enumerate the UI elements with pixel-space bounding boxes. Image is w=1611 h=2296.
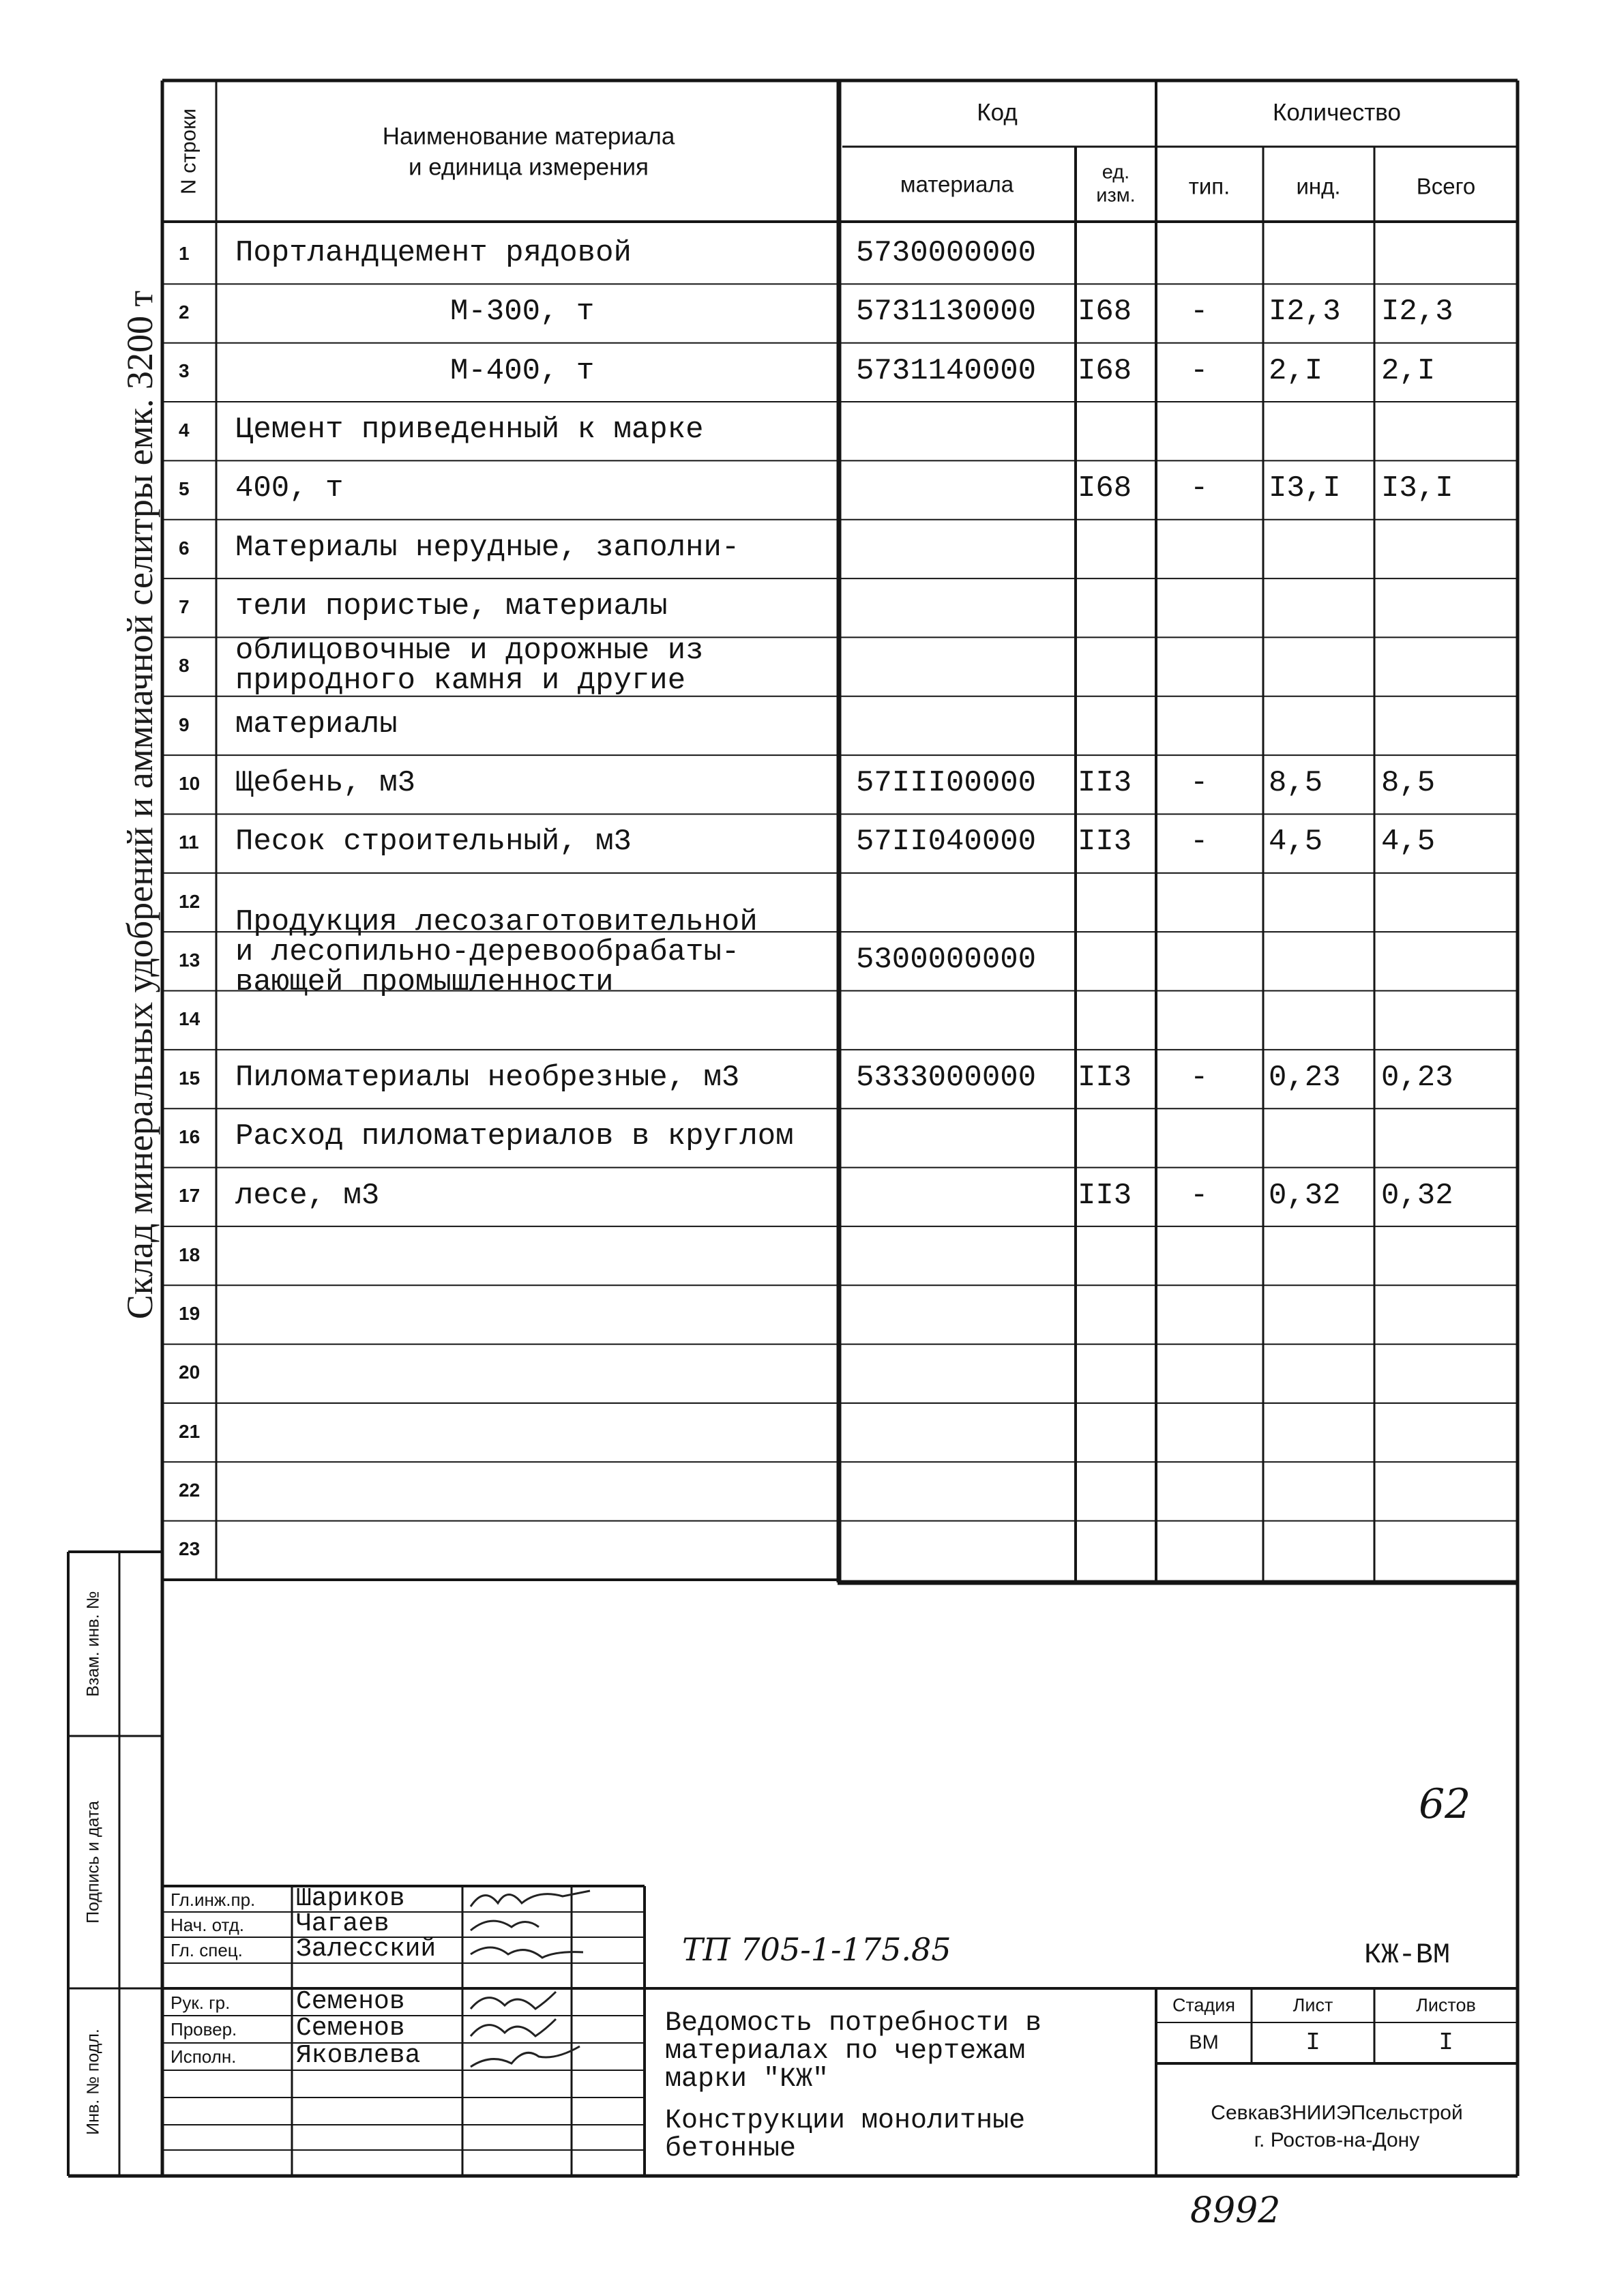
row-number: 21 — [179, 1420, 201, 1442]
qty-total: 0,23 — [1381, 1060, 1453, 1095]
row-number: 19 — [179, 1303, 201, 1325]
unit-code: II3 — [1078, 825, 1132, 859]
material-code: 5300000000 — [856, 943, 1037, 977]
qty-type: - — [1190, 825, 1209, 859]
material-name: Портландцемент рядовой — [235, 235, 632, 270]
row-number: 12 — [179, 890, 201, 912]
unit-code: II3 — [1078, 1178, 1132, 1213]
signature-semenov-1 — [471, 1992, 556, 2009]
row-number: 14 — [179, 1008, 201, 1030]
row-number: 11 — [179, 831, 199, 853]
header-qty-total: Всего — [1416, 173, 1476, 199]
row-number: 3 — [179, 360, 190, 382]
qty-individual: 2,I — [1269, 353, 1323, 388]
header-code-unit-1: ед. — [1102, 161, 1130, 183]
unit-code: II3 — [1078, 1060, 1132, 1095]
title-block-person: Семенов — [296, 1987, 405, 2016]
doc-title-line3: марки "КЖ" — [665, 2064, 829, 2095]
material-code: 57II040000 — [856, 825, 1037, 859]
header-qty-type: тип. — [1188, 173, 1230, 199]
row-number: 1 — [179, 242, 190, 264]
header-code-unit-2: изм. — [1096, 184, 1136, 207]
material-name: материалы — [235, 707, 398, 741]
qty-total: 2,I — [1381, 353, 1436, 388]
stage-value: ВМ — [1189, 2031, 1219, 2054]
row-number: 9 — [179, 713, 190, 735]
qty-total: 0,32 — [1381, 1178, 1453, 1213]
signature-chagaev — [471, 1921, 539, 1930]
doc-title-line1: Ведомость потребности в — [665, 2008, 1042, 2039]
header-code: Код — [977, 99, 1018, 126]
unit-code: I68 — [1078, 295, 1132, 329]
row8-name-line2: природного камня и другие — [235, 664, 686, 698]
row13-name-line2: вающей промышленности — [235, 965, 614, 999]
stage-label: Стадия — [1172, 1995, 1236, 2016]
side-title: Склад минеральных удобрений и аммиачной селитры емк. 3200 т — [119, 290, 160, 1320]
material-name: Расход пиломатериалов в круглом — [235, 1119, 794, 1154]
doc-title-line2: материалах по чертежам — [665, 2036, 1026, 2067]
unit-code: I68 — [1078, 471, 1132, 506]
sheet-label: Лист — [1292, 1995, 1333, 2016]
title-block-role: Рук. гр. — [171, 1992, 231, 2013]
row8-name-line1: облицовочные и дорожные из — [235, 634, 704, 668]
qty-type: - — [1190, 1060, 1209, 1095]
title-block-role: Гл.инж.пр. — [171, 1889, 256, 1910]
sheets-label: Листов — [1416, 1995, 1476, 2016]
material-name: Пиломатериалы необрезные, м3 — [235, 1060, 740, 1095]
qty-individual: 0,32 — [1269, 1178, 1341, 1213]
doc-title-line5: бетонные — [665, 2134, 797, 2164]
material-code: 5731130000 — [856, 295, 1037, 329]
qty-total: 8,5 — [1381, 766, 1436, 801]
header-name-line2: и единица измерения — [409, 153, 649, 181]
material-name: 400, т — [235, 471, 344, 506]
stamp-inv-dup-label: Взам. инв. № — [83, 1591, 103, 1697]
material-name: Песок строительный, м3 — [235, 825, 632, 859]
header-name-line1: Наименование материала — [382, 123, 675, 150]
qty-individual: 8,5 — [1269, 766, 1323, 801]
title-block-person: Залесский — [296, 1934, 437, 1964]
row-number: 16 — [179, 1125, 201, 1147]
row-number: 22 — [179, 1480, 201, 1501]
qty-type: - — [1190, 295, 1209, 329]
signature-yakovleva — [471, 2046, 580, 2067]
material-code: 5730000000 — [856, 235, 1037, 270]
material-name: М-300, т — [450, 295, 595, 329]
qty-total: 4,5 — [1381, 825, 1436, 859]
qty-individual: 0,23 — [1269, 1060, 1341, 1095]
row-number: 17 — [179, 1185, 201, 1207]
header-code-material: материала — [900, 171, 1014, 197]
title-block-role: Исполн. — [171, 2046, 237, 2067]
qty-individual: I3,I — [1269, 471, 1341, 506]
row12-name-line1: Продукция лесозаготовительной — [235, 905, 758, 939]
row-number: 10 — [179, 772, 201, 794]
unit-code: II3 — [1078, 766, 1132, 801]
stamp-sign-date-label: Подпись и дата — [83, 1801, 103, 1924]
title-block-person: Шариков — [296, 1884, 405, 1913]
unit-code: I68 — [1078, 353, 1132, 388]
row-number: 13 — [179, 949, 201, 971]
title-block-person: Чагаев — [296, 1909, 389, 1939]
row-number: 15 — [179, 1067, 201, 1089]
row-number: 6 — [179, 537, 190, 559]
doc-title-line4: Конструкции монолитные — [665, 2106, 1026, 2136]
material-code: 57III00000 — [856, 766, 1037, 801]
qty-type: - — [1190, 353, 1209, 388]
organization-city: г. Ростов-на-Дону — [1254, 2129, 1420, 2151]
qty-total: I2,3 — [1381, 295, 1453, 329]
row-number: 2 — [179, 301, 190, 323]
header-row-no: N строки — [176, 108, 201, 195]
material-name: Щебень, м3 — [235, 766, 416, 801]
title-block-person: Семенов — [296, 2014, 405, 2043]
title-block-role: Провер. — [171, 2019, 237, 2040]
row-number: 5 — [179, 478, 190, 500]
title-block-person: Яковлева — [296, 2041, 421, 2070]
material-code: 5731140000 — [856, 353, 1037, 388]
sheet-value: I — [1305, 2029, 1320, 2057]
header-qty-ind: инд. — [1296, 173, 1341, 199]
material-name: тели пористые, материалы — [235, 589, 668, 624]
signature-semenov-2 — [471, 2019, 556, 2036]
material-name: М-400, т — [450, 353, 595, 388]
sheets-value: I — [1438, 2029, 1453, 2057]
row-number: 18 — [179, 1243, 201, 1265]
qty-type: - — [1190, 1178, 1209, 1213]
doc-mark: КЖ-ВМ — [1364, 1939, 1451, 1971]
page-number: 62 — [1419, 1780, 1471, 1828]
organization-name: СевкавЗНИИЭПсельстрой — [1211, 2102, 1463, 2124]
row13-name-line1: и лесопильно-деревообрабаты- — [235, 935, 740, 969]
header-quantity: Количество — [1273, 99, 1401, 126]
signature-shariko — [471, 1891, 590, 1907]
project-code: ТП 705-1-175.85 — [682, 1931, 951, 1968]
qty-type: - — [1190, 766, 1209, 801]
material-name: лесе, м3 — [235, 1178, 380, 1213]
qty-type: - — [1190, 471, 1209, 506]
qty-individual: 4,5 — [1269, 825, 1323, 859]
stamp-inv-orig-label: Инв. № подл. — [83, 2029, 103, 2135]
row-number: 7 — [179, 595, 190, 617]
title-block-role: Нач. отд. — [171, 1915, 244, 1935]
qty-individual: I2,3 — [1269, 295, 1341, 329]
material-name: Цемент приведенный к марке — [235, 413, 704, 447]
footer-number: 8992 — [1190, 2190, 1281, 2231]
title-block-role: Гл. спец. — [171, 1940, 243, 1960]
material-code: 5333000000 — [856, 1060, 1037, 1095]
row-number: 20 — [179, 1362, 201, 1383]
qty-total: I3,I — [1381, 471, 1453, 506]
row-number: 23 — [179, 1538, 201, 1560]
signature-zalessky — [471, 1947, 583, 1958]
material-name: Материалы нерудные, заполни- — [235, 530, 740, 565]
row-number: 8 — [179, 655, 190, 677]
row-number: 4 — [179, 419, 190, 441]
